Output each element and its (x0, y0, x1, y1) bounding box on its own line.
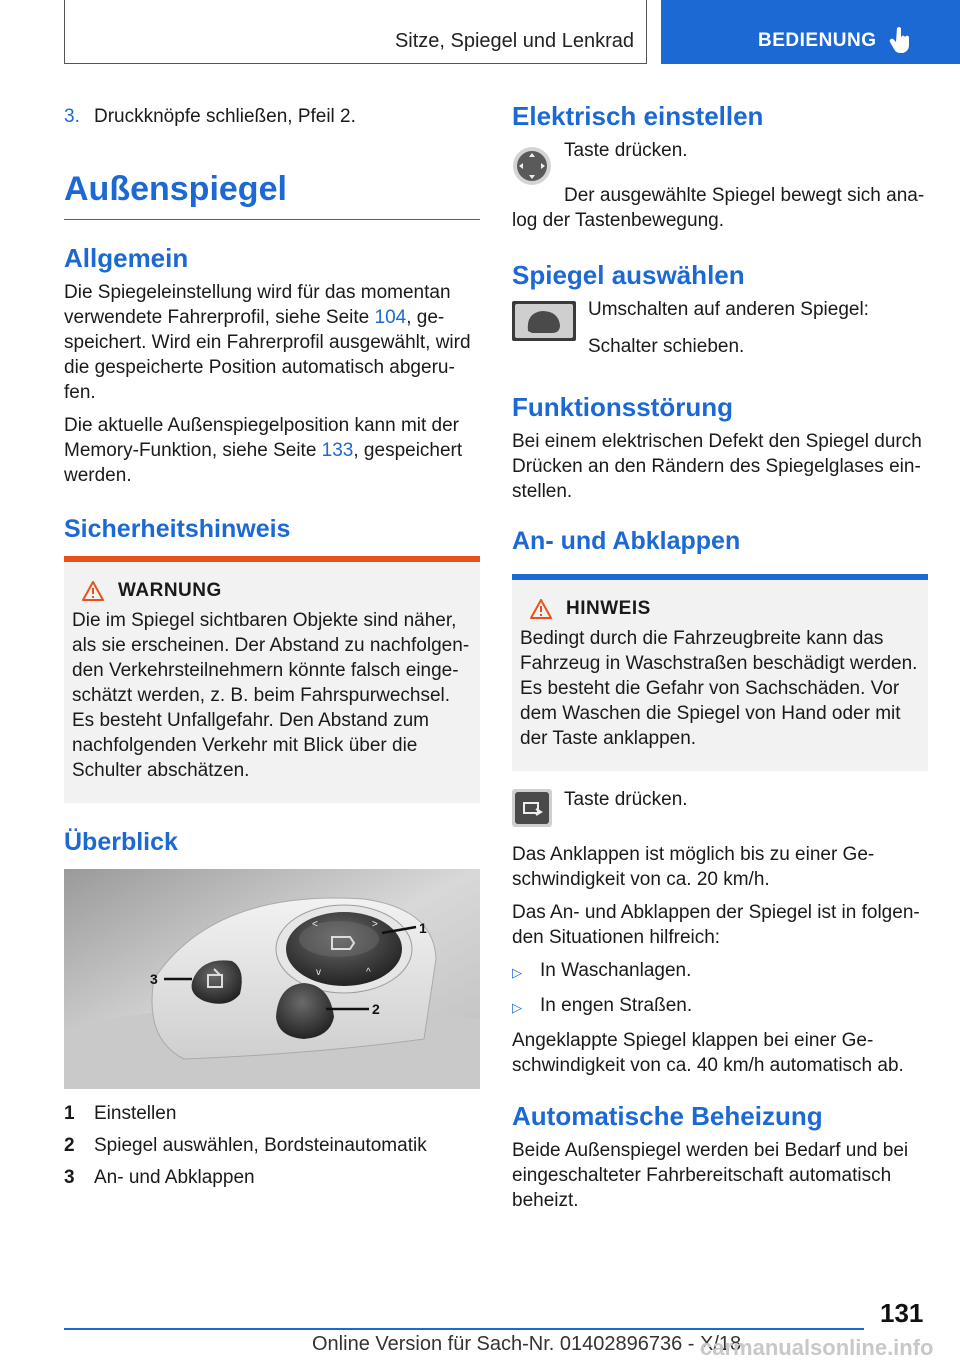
legend-item: 1 Einstellen (64, 1103, 177, 1124)
heading-allgemein: Allgemein (64, 243, 189, 273)
warning-text: Die im Spiegel sichtbaren Objekte sind näher, als sie erscheinen. Der Abstand zu nachfolgenden Verkehrsteilnehmern könnte falsch eingeschätzt werden, z. B. beim Fahrspurwechsel. Es besteht Unfallgefahr. Den Abstand zum nachfolgenden Verkehr mit Blick über die Schulter abschätzen. (72, 610, 470, 781)
paragraph-allgemein-2: Die aktuelle Außenspiegelposition kann mit der Memory-Funktion, siehe Seite 133, gespeichert werden. (64, 415, 463, 486)
bullet-item: ▷ In Waschanlagen. (512, 958, 928, 985)
door-controls-photo (64, 869, 480, 1089)
section-title: Sitze, Spiegel und Lenkrad (394, 30, 634, 52)
door-controls-illustration (64, 869, 480, 1089)
bullet-triangle-icon: ▷ (512, 965, 522, 980)
hint-text: Bedingt durch die Fahrzeugbreite kann das Fahrzeug in Waschstraßen beschädigt werden. Es besteht die Gefahr von Sachschäden. Vor dem Waschen die Spiegel von Hand oder mit der Taste anklappen. (520, 628, 918, 749)
klappen-paragraph-3: Angeklappte Spiegel klappen bei einer Geschwindigkeit von ca. 40 km/h automatisch ab. (512, 1030, 904, 1076)
page-number: 131 (880, 1298, 924, 1328)
chapter-tab[interactable] (661, 0, 960, 64)
heading-spiegel-auswaehlen: Spiegel auswählen (512, 260, 745, 290)
klappen-paragraph-1: Das Anklappen ist möglich bis zu einer Geschwindigkeit von ca. 20 km/h. (512, 844, 875, 890)
callout-2: 2 (372, 1001, 380, 1017)
elektrisch-line-2: Der ausgewählte Spiegel bewegt sich analog der Tastenbewegung. (512, 185, 925, 231)
page-link-104[interactable]: 104 (374, 307, 407, 328)
elektrisch-line-1: Taste drücken. (564, 140, 688, 161)
klappen-taste-text: Taste drücken. (564, 789, 688, 810)
svg-text:<: < (312, 919, 318, 930)
mirror-adjust-button-icon (512, 146, 552, 186)
mirror-select-switch-icon (512, 301, 576, 341)
chapter-tab-label: BEDIENUNG (758, 30, 877, 51)
footer-online-version: Online Version für Sach-Nr. 01402896736 - X/18 (312, 1333, 742, 1355)
svg-text:v: v (316, 967, 321, 978)
hint-triangle-icon (530, 599, 552, 619)
bullet-item: ▷ In engen Straßen. (512, 993, 928, 1020)
step-item (64, 104, 480, 129)
warning-triangle-icon (82, 581, 104, 601)
right-column (512, 100, 928, 1221)
header-section-box (64, 0, 647, 64)
klappen-taste-row (512, 787, 928, 832)
svg-text:>: > (372, 919, 378, 930)
legend-list (64, 1101, 480, 1190)
heading-funktionsstoerung: Funktionsstörung (512, 392, 733, 422)
paragraph-allgemein-1: Die Spiegeleinstellung wird für das momentan verwendete Fahrerprofil, siehe Seite 104, gespeichert. Wird ein Fahrerprofil ausgewählt, wird die gespeicherte Position automatisch abgerufen. (64, 282, 471, 403)
step-number: 3. (64, 106, 80, 127)
auswaehlen-row (512, 297, 928, 365)
callout-1: 1 (419, 920, 427, 936)
heading-elektrisch-einstellen: Elektrisch einstellen (512, 101, 764, 131)
warning-label: WARNUNG (118, 580, 222, 601)
callout-3: 3 (150, 971, 158, 987)
auswaehlen-line-2: Schalter schieben. (588, 336, 745, 357)
page-link-133[interactable]: 133 (321, 440, 354, 461)
auswaehlen-line-1: Umschalten auf anderen Spiegel: (588, 299, 869, 320)
footer-divider (64, 1328, 864, 1330)
legend-item: 3 An- und Abklappen (64, 1167, 255, 1188)
watermark-logo: carmanualsonline.info (700, 1335, 934, 1360)
fold-mirror-button-icon (512, 789, 552, 827)
left-column (64, 100, 480, 1197)
hand-pointer-icon (889, 26, 911, 54)
legend-item: 2 Spiegel auswählen, Bordsteinautomatik (64, 1135, 427, 1156)
hint-box (512, 580, 928, 771)
step-text: Druckknöpfe schließen, Pfeil 2. (94, 106, 356, 127)
heading-sicherheitshinweis: Sicherheitshinweis (64, 515, 291, 543)
hint-label: HINWEIS (566, 598, 651, 619)
heading-ueberblick: Überblick (64, 828, 178, 856)
stoerung-text: Bei einem elektrischen Defekt den Spiegel durch Drücken an den Rändern des Spiegelglases einstellen. (512, 431, 922, 502)
bullet-triangle-icon: ▷ (512, 1000, 522, 1015)
heading-aussenspiegel: Außenspiegel (64, 169, 480, 220)
heading-an-abklappen: An- und Abklappen (512, 527, 741, 555)
warning-box (64, 562, 480, 803)
klappen-paragraph-2: Das An- und Abklappen der Spiegel ist in folgenden Situationen hilfreich: (512, 902, 920, 948)
heizung-text: Beide Außenspiegel werden bei Bedarf und bei eingeschalteter Fahrbereitschaft automatisch beheizt. (512, 1140, 909, 1211)
svg-text:^: ^ (366, 967, 371, 978)
heading-automatische-beheizung: Automatische Beheizung (512, 1101, 823, 1131)
